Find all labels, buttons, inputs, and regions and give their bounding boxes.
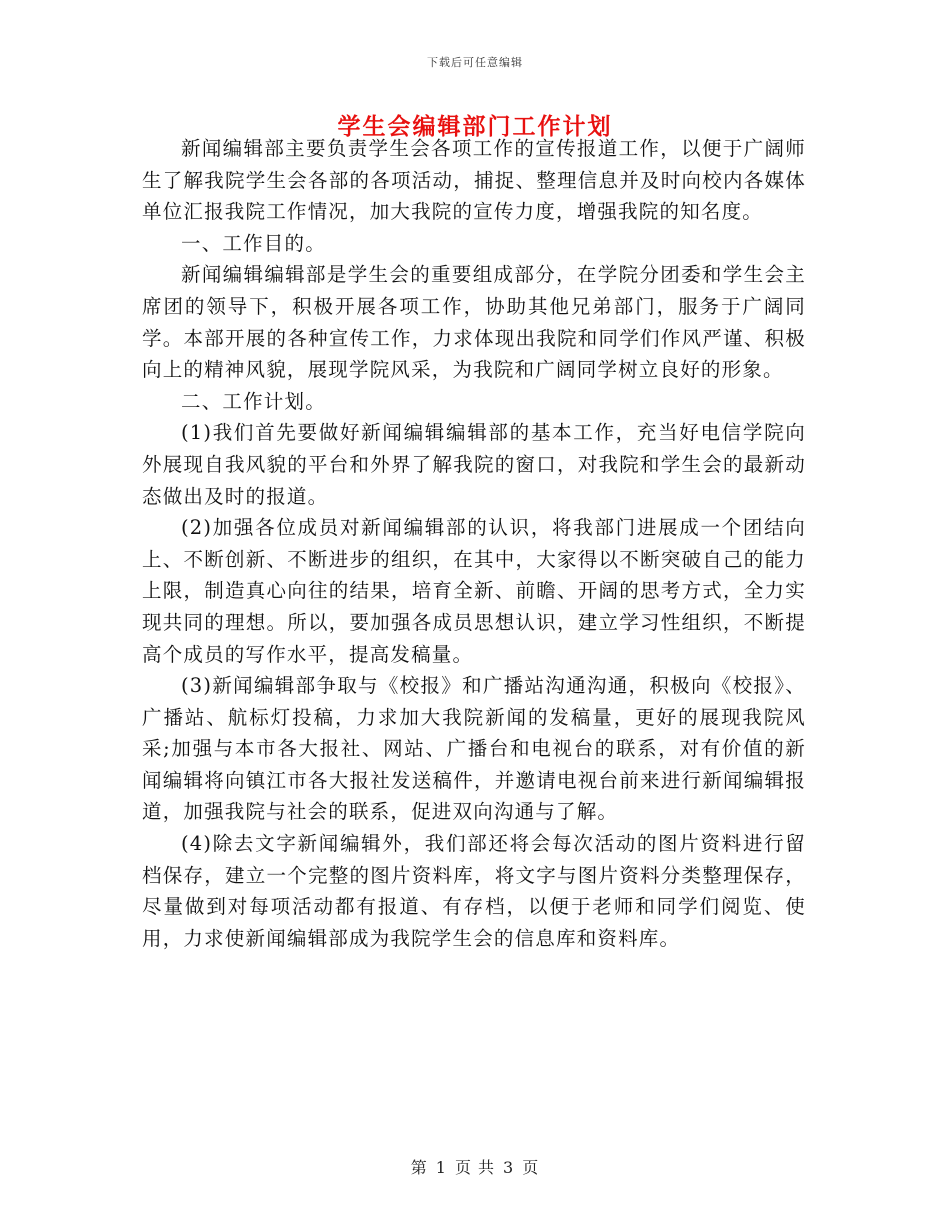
paragraph-plan-3: (3)新闻编辑部争取与《校报》和广播站沟通沟通，积极向《校报》、广播站、航标灯投稿，力求加大我院新闻的发稿量，更好的展现我院风采;加强与本市各大报社、网站、广播台和电视台的联系，对有价值的新闻编辑将向镇江市各大报社发送稿件，并邀请电视台前来进行新闻编辑报道，加强我院与社会的联系，促进双向沟通与了解。: [142, 674, 806, 824]
paragraph-plan-2: (2)加强各位成员对新闻编辑部的认识，将我部门进展成一个团结向上、不断创新、不断进步的组织，在其中，大家得以不断突破自己的能力上限，制造真心向往的结果，培育全新、前瞻、开阔的思考方式，全力实现共同的理想。所以，要加强各成员思想认识，建立学习性组织，不断提高个成员的写作水平，提高发稿量。: [142, 516, 806, 666]
footer-current-page: 1: [435, 1158, 447, 1177]
footer-middle: 页 共: [454, 1158, 496, 1177]
footer-prefix: 第: [410, 1158, 428, 1177]
document-title: 学生会编辑部门工作计划: [337, 114, 613, 140]
footer-suffix: 页: [522, 1158, 540, 1177]
paragraph-plan-4: (4)除去文字新闻编辑外，我们部还将会每次活动的图片资料进行留档保存，建立一个完整的图片资料库，将文字与图片资料分类整理保存，尽量做到对每项活动都有报道、有存档，以便于老师和同学们阅览、使用，力求使新闻编辑部成为我院学生会的信息库和资料库。: [142, 832, 806, 950]
footer-total-pages: 3: [503, 1158, 515, 1177]
document-body: [142, 133, 806, 954]
paragraph-purpose: 新闻编辑编辑部是学生会的重要组成部分，在学院分团委和学生会主席团的领导下，积极开展各项工作，协助其他兄弟部门，服务于广阔同学。本部开展的各种宣传工作，力求体现出我院和同学们作风严谨、积极向上的精神风貌，展现学院风采，为我院和广阔同学树立良好的形象。: [142, 263, 806, 382]
section-heading-purpose: 一、工作目的。: [181, 231, 326, 255]
paragraph-intro: 新闻编辑部主要负责学生会各项工作的宣传报道工作，以便于广阔师生了解我院学生会各部的各项活动，捕捉、整理信息并及时向校内各媒体单位汇报我院工作情况，加大我院的宣传力度，增强我院的知名度。: [142, 137, 806, 224]
page-footer: [0, 1155, 950, 1178]
section-heading-plan: 二、工作计划。: [181, 389, 326, 413]
paragraph-plan-1: (1)我们首先要做好新闻编辑编辑部的基本工作，充当好电信学院向外展现自我风貌的平台和外界了解我院的窗口，对我院和学生会的最新动态做出及时的报道。: [142, 421, 806, 508]
page-header-note: 下载后可任意编辑: [427, 56, 523, 69]
